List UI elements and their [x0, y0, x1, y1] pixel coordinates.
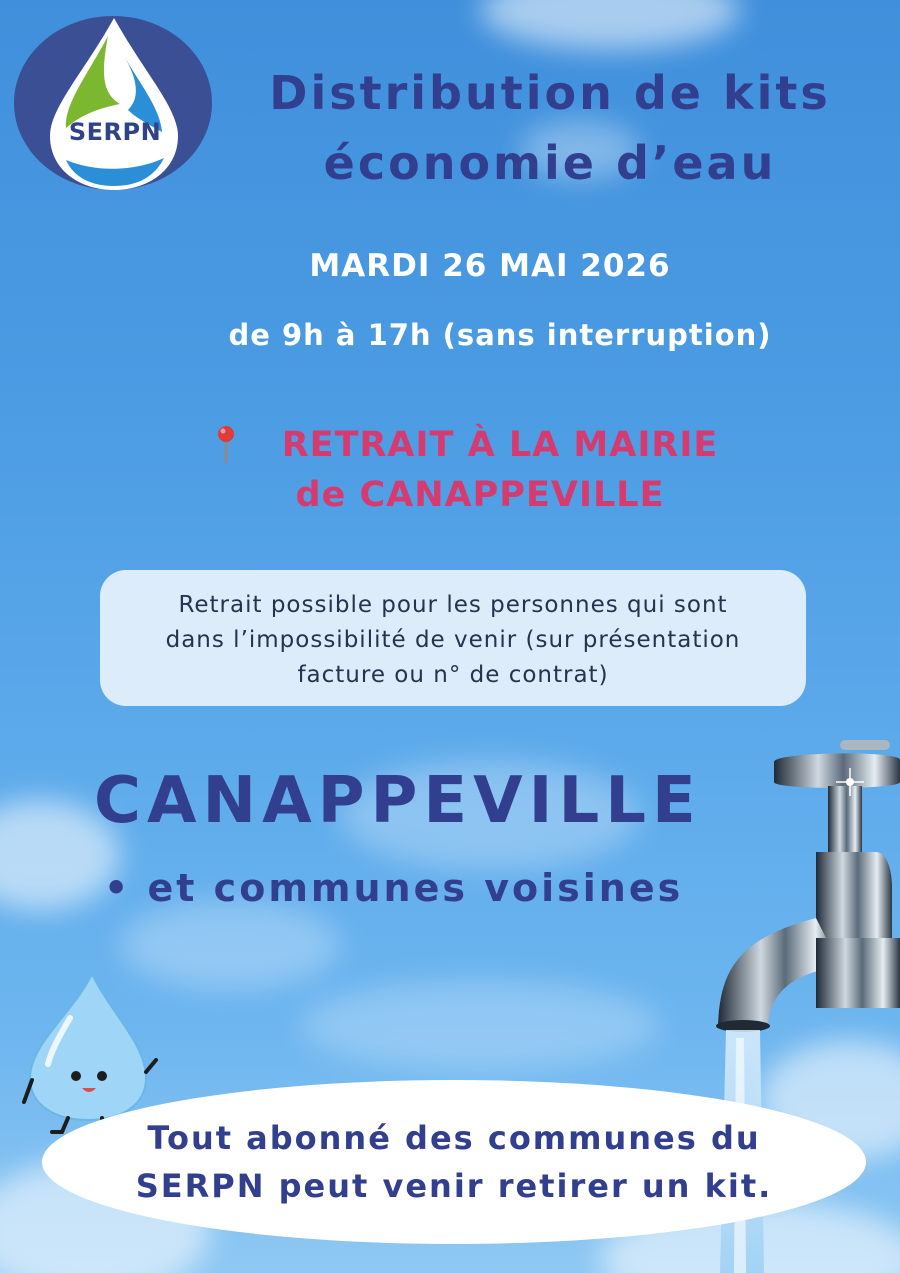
city-name: CANAPPEVILLE — [94, 764, 702, 838]
location-line: de CANAPPEVILLE — [295, 475, 665, 515]
bottom-line: Tout abonné des communes du — [147, 1119, 761, 1157]
title-line: Distribution de kits — [269, 66, 831, 120]
bottom-line: SERPN peut venir retirer un kit. — [135, 1167, 773, 1205]
logo-label: SERPN — [68, 118, 162, 146]
cloud — [300, 980, 660, 1070]
neighbor-communes: • et communes voisines — [104, 866, 684, 910]
page-title — [220, 58, 880, 198]
bottom-message — [52, 1114, 856, 1210]
title-line: économie d’eau — [323, 136, 777, 190]
location-line: RETRAIT À LA MAIRIE — [281, 425, 719, 465]
info-line: Retrait possible pour les personnes qui sont — [178, 592, 728, 618]
event-hours: de 9h à 17h (sans interruption) — [228, 318, 772, 352]
pickup-location — [200, 420, 760, 520]
cloud — [480, 0, 740, 50]
info-line: facture ou n° de contrat) — [297, 662, 609, 688]
water-drop-logo-icon — [44, 12, 184, 194]
info-box — [100, 570, 806, 706]
event-date: MARDI 26 MAI 2026 — [309, 248, 671, 284]
info-line: dans l’impossibilité de venir (sur présentation — [165, 627, 741, 653]
